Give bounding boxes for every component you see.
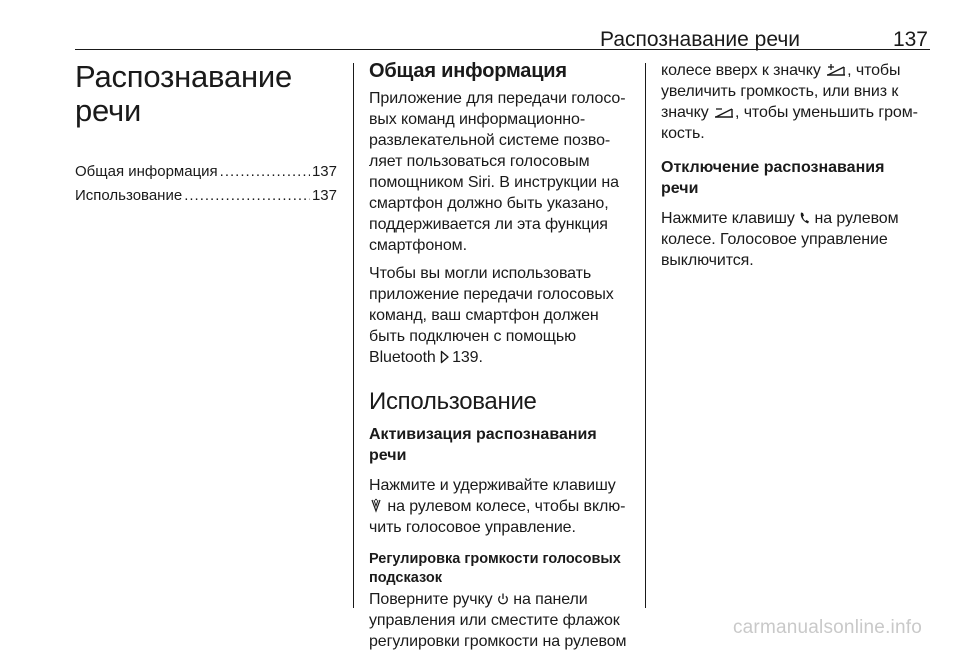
text-line: значку xyxy=(661,104,709,121)
toc-leader-dots xyxy=(220,160,310,184)
disable-paragraph xyxy=(661,208,931,271)
chapter-title-line2: речи xyxy=(75,93,142,128)
text-line: регулировки громкости на рулевом xyxy=(369,633,627,650)
text-line: речи xyxy=(369,447,407,464)
general-paragraph-1 xyxy=(369,88,635,256)
text-line: на панели xyxy=(513,591,588,608)
text-line: смартфоном. xyxy=(369,237,467,254)
text-line: помощником Siri. В инструкции на xyxy=(369,174,619,191)
text-line: смартфон должно быть указано, xyxy=(369,195,609,212)
activation-paragraph xyxy=(369,475,635,538)
volume-paragraph-part2 xyxy=(661,60,931,144)
text-line: речи xyxy=(661,180,699,197)
toc-entry-page: 137 xyxy=(311,163,337,180)
text-line: поддерживается ли эта функция xyxy=(369,216,608,233)
text-line: вых команд информационно- xyxy=(369,111,586,128)
page-reference: 139. xyxy=(452,349,483,366)
text-line: подсказок xyxy=(369,570,442,586)
text-line: на рулевом колесе, чтобы вклю- xyxy=(387,498,626,515)
watermark: carmanualsonline.info xyxy=(732,617,922,638)
toc-entry-label: Использование xyxy=(75,187,183,204)
section-heading-general: Общая информация xyxy=(369,60,567,82)
header-rule xyxy=(75,49,930,50)
text-line: ляет пользоваться голосовым xyxy=(369,153,590,170)
text-line: Чтобы вы могли использовать xyxy=(369,265,592,282)
page-reference-link[interactable] xyxy=(440,349,483,366)
column-2 xyxy=(369,60,635,652)
subheading-activation xyxy=(369,424,635,466)
text-line: на рулевом xyxy=(814,210,899,227)
text-line: Нажмите и удерживайте клавишу xyxy=(369,477,616,494)
text-line: развлекательной системе позво- xyxy=(369,132,611,149)
text-line: Регулировка громкости голосовых xyxy=(369,551,621,567)
text-line: колесе. Голосовое управление xyxy=(661,231,888,248)
text-line: Приложение для передачи голосо- xyxy=(369,90,626,107)
column-1 xyxy=(75,60,337,208)
reference-arrow-icon xyxy=(440,350,450,364)
toc-entry-label: Общая информация xyxy=(75,163,218,180)
general-paragraph-2 xyxy=(369,263,635,368)
column-divider-2 xyxy=(645,63,646,608)
column-divider-1 xyxy=(353,63,354,608)
toc-entry-page: 137 xyxy=(311,187,337,204)
running-title: Распознавание речи xyxy=(600,28,800,51)
text-line: выключится. xyxy=(661,252,754,269)
text-line: Активизация распознавания xyxy=(369,426,597,443)
column-3 xyxy=(661,60,931,271)
volume-down-icon xyxy=(713,104,735,119)
text-line: чить голосовое управление. xyxy=(369,519,576,536)
page-number: 137 xyxy=(892,28,928,51)
phone-hang-up-icon xyxy=(799,211,810,225)
text-line: кость. xyxy=(661,125,705,142)
toc-entry[interactable] xyxy=(75,160,337,184)
text-line: Нажмите клавишу xyxy=(661,210,795,227)
text-line: , чтобы xyxy=(847,62,901,79)
chapter-title xyxy=(75,60,337,128)
voice-command-icon xyxy=(369,498,383,513)
text-line: увеличить громкость, или вниз к xyxy=(661,83,899,100)
text-line: быть подключен с помощью xyxy=(369,328,577,345)
table-of-contents xyxy=(75,160,337,208)
subheading-disable xyxy=(661,157,931,199)
text-line: , чтобы уменьшить гром- xyxy=(735,104,918,121)
text-line: Отключение распознавания xyxy=(661,159,885,176)
power-knob-icon xyxy=(497,592,509,606)
text-line: управления или сместите флажок xyxy=(369,612,620,629)
volume-up-icon xyxy=(825,62,847,77)
toc-leader-dots xyxy=(184,184,310,208)
chapter-title-line1: Распознавание xyxy=(75,59,293,94)
section-heading-usage: Использование xyxy=(369,388,537,415)
text-line: приложение передачи голосовых xyxy=(369,286,614,303)
text-line: команд, ваш смартфон должен xyxy=(369,307,599,324)
volume-paragraph-part1 xyxy=(369,589,635,652)
subheading-volume xyxy=(369,550,635,588)
toc-entry[interactable] xyxy=(75,184,337,208)
text-line: Bluetooth xyxy=(369,349,436,366)
text-line: Поверните ручку xyxy=(369,591,493,608)
text-line: колесе вверх к значку xyxy=(661,62,821,79)
